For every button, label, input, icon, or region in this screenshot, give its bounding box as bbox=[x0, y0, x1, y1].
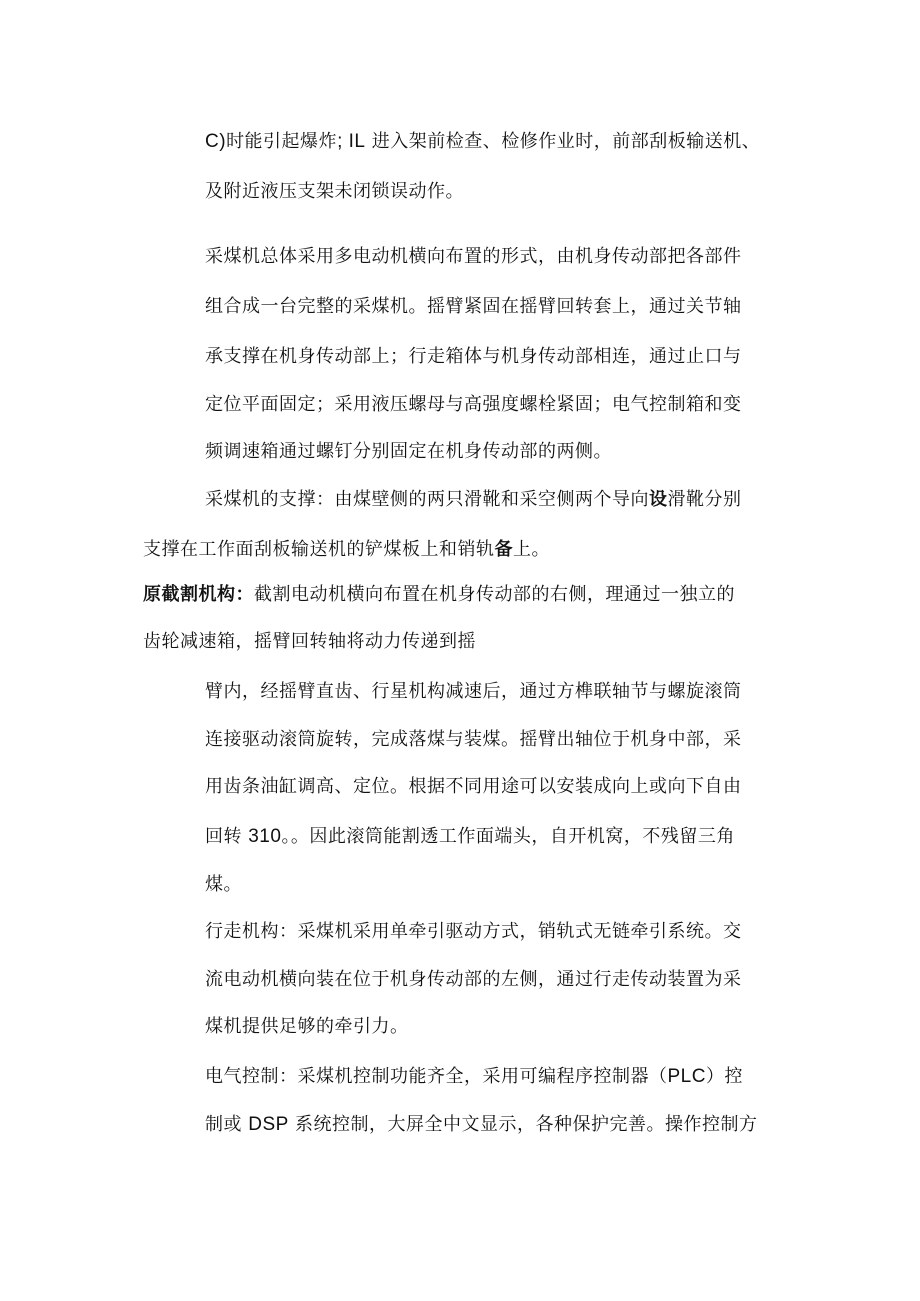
text-line: 连接驱动滚筒旋转，完成落煤与装煤。摇臂出轴位于机身中部，采 bbox=[205, 729, 742, 750]
text-line bbox=[143, 583, 735, 607]
text-run: C) bbox=[205, 131, 227, 152]
text-line bbox=[205, 825, 735, 849]
text-line: 流电动机横向装在位于机身传动部的左侧，通过行走传动装置为采 bbox=[205, 969, 742, 990]
text-run: 支撑在工作面刮板输送机的铲煤板上和销轨 bbox=[143, 539, 495, 560]
text-run: 上。 bbox=[513, 539, 550, 560]
text-line: 定位平面固定；采用液压螺母与高强度螺栓紧固；电气控制箱和变 bbox=[205, 394, 742, 415]
text-line: 行走机构：采煤机采用单牵引驱动方式，销轨式无链牵引系统。交 bbox=[205, 921, 742, 942]
text-line: 及附近液压支架未闭锁误动作。 bbox=[205, 181, 464, 202]
text-run: 系统控制，大屏全中文显示，各种保护完善。操作控制方 bbox=[288, 1114, 758, 1135]
text-line bbox=[205, 130, 760, 154]
text-line: 承支撑在机身传动部上；行走箱体与机身传动部相连，通过止口与 bbox=[205, 346, 742, 367]
text-run: DSP bbox=[248, 1114, 289, 1135]
text-run-bold: 备 bbox=[494, 539, 513, 560]
text-run: 进入架前检查、检修作业时，前部刮板输送机、 bbox=[365, 131, 761, 152]
section-heading: 原截割机构： bbox=[143, 584, 254, 605]
text-line: 臂内，经摇臂直齿、行星机构减速后，通过方榫联轴节与螺旋滚筒 bbox=[205, 681, 742, 702]
text-run: 制或 bbox=[205, 1114, 249, 1135]
text-line: 用齿条油缸调高、定位。根据不同用途可以安装成向上或向下自由 bbox=[205, 776, 742, 797]
text-line: 采煤机总体采用多电动机横向布置的形式，由机身传动部把各部件 bbox=[205, 246, 742, 267]
text-run: 时能引起爆炸 bbox=[226, 131, 338, 152]
text-run: PLC bbox=[667, 1066, 706, 1087]
text-run: 310 bbox=[248, 826, 282, 847]
text-run: ; IL bbox=[337, 131, 366, 152]
text-run: 截割电动机横向布置在机身传动部的右侧，理通过一独立的 bbox=[254, 584, 735, 605]
text-run: ）控 bbox=[705, 1066, 743, 1087]
text-run: 回转 bbox=[205, 826, 249, 847]
text-line bbox=[205, 488, 742, 512]
text-run: 。。因此滚筒能割透工作面端头，自开机窝，不残留三角 bbox=[281, 826, 735, 847]
text-run: 采煤机的支撑：由煤壁侧的两只滑靴和采空侧两个导向 bbox=[205, 489, 649, 510]
text-line: 频调速箱通过螺钉分别固定在机身传动部的两侧。 bbox=[205, 441, 612, 462]
text-line bbox=[205, 1113, 758, 1137]
text-line bbox=[143, 538, 550, 562]
text-line: 组合成一台完整的采煤机。摇臂紧固在摇臂回转套上，通过关节轴 bbox=[205, 296, 742, 317]
text-run: 滑靴分别 bbox=[667, 489, 742, 510]
text-line: 煤。 bbox=[205, 874, 242, 895]
text-run-bold: 设 bbox=[649, 489, 668, 510]
text-line: 齿轮减速箱，摇臂回转轴将动力传递到摇 bbox=[143, 631, 476, 652]
text-run: 电气控制：采煤机控制功能齐全，采用可编程序控制器（ bbox=[205, 1066, 668, 1087]
text-line bbox=[205, 1065, 743, 1089]
text-line: 煤机提供足够的牵引力。 bbox=[205, 1016, 409, 1037]
